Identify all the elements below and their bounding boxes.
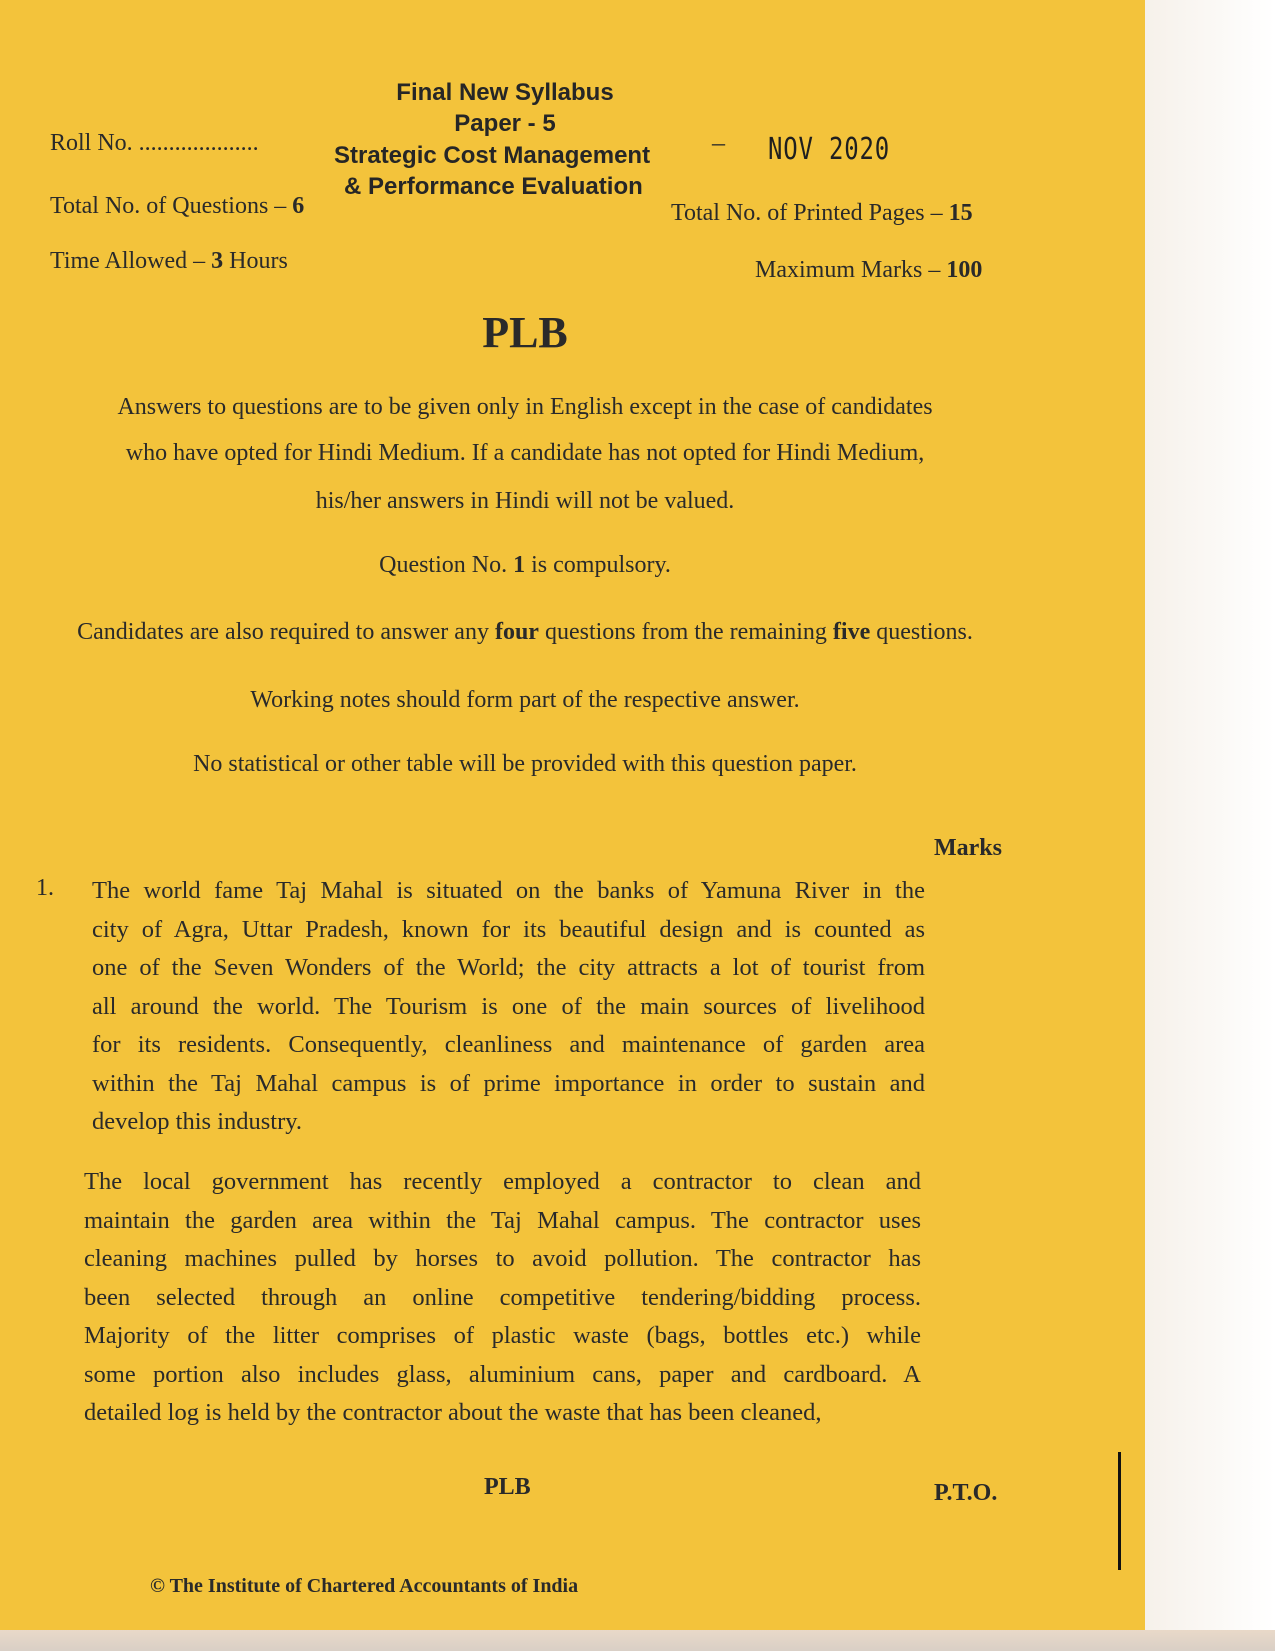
- instruction-no-table: No statistical or other table will be provided with this question paper.: [193, 751, 857, 777]
- printed-pages: [671, 200, 973, 227]
- question-1-line: develop this industry.: [92, 1108, 303, 1135]
- question-1-line: within the Taj Mahal campus is of prime importance in order to sustain and: [92, 1069, 925, 1097]
- total-questions: [50, 193, 304, 220]
- maximum-marks: [755, 257, 982, 284]
- question-1-line: for its residents. Consequently, cleanliness and maintenance of garden area: [92, 1031, 925, 1058]
- question-1-line: cleaning machines pulled by horses to avoid pollution. The contractor has: [84, 1245, 921, 1272]
- printed-pages-value: 15: [948, 200, 973, 226]
- question-1-paragraph-1: [92, 872, 925, 1142]
- footer-paper-code: PLB: [484, 1474, 531, 1500]
- question-1-line: been selected through an online competitive tendering/bidding process.: [84, 1283, 921, 1311]
- time-allowed: [50, 248, 288, 275]
- time-allowed-value: 3: [211, 248, 224, 274]
- choice-text-mid: questions from the remaining: [538, 619, 833, 645]
- maximum-marks-label: Maximum Marks –: [755, 257, 947, 283]
- paper-number: Paper - 5: [454, 110, 556, 137]
- scan-margin-line: [1118, 1452, 1121, 1570]
- subject-title-line2: & Performance Evaluation: [344, 173, 643, 200]
- instruction-working-notes: Working notes should form part of the respective answer.: [250, 687, 800, 713]
- compulsory-text-post: is compulsory.: [525, 552, 671, 578]
- marks-column-heading: Marks: [934, 835, 1002, 861]
- exam-date-stamp: NOV 2020: [768, 132, 890, 167]
- instruction-language-line3: his/her answers in Hindi will not be valued.: [315, 488, 735, 514]
- question-1-line: The local government has recently employed a contractor to clean and: [84, 1168, 921, 1195]
- subject-title-line1: Strategic Cost Management: [334, 142, 651, 169]
- scan-edge-bottom: [0, 1630, 1275, 1651]
- question-1-line: one of the Seven Wonders of the World; the city attracts a lot of tourist from: [92, 954, 925, 981]
- question-1-line: some portion also includes glass, aluminium cans, paper and cardboard. A: [84, 1360, 921, 1388]
- maximum-marks-value: 100: [946, 257, 983, 283]
- stamp-dash: –: [712, 128, 725, 157]
- question-1-line: all around the world. The Tourism is one of the main sources of livelihood: [92, 992, 925, 1020]
- time-allowed-unit: Hours: [223, 248, 288, 274]
- choice-text-post: questions.: [870, 619, 973, 645]
- question-1-line: city of Agra, Uttar Pradesh, known for its beautiful design and is counted as: [92, 915, 925, 943]
- footer-pto: P.T.O.: [934, 1480, 998, 1506]
- compulsory-question-number: 1: [513, 552, 526, 578]
- copyright-notice: © The Institute of Chartered Accountants of India: [150, 1575, 579, 1597]
- instruction-compulsory: [50, 552, 1000, 579]
- compulsory-text-pre: Question No.: [379, 552, 514, 578]
- total-questions-value: 6: [292, 193, 305, 219]
- choice-count-four: four: [494, 619, 539, 645]
- choice-count-five: five: [832, 619, 871, 645]
- question-1-line: maintain the garden area within the Taj Mahal campus. The contractor uses: [84, 1206, 921, 1234]
- paper-code-heading: PLB: [482, 308, 568, 357]
- instruction-choice: [30, 619, 1020, 646]
- total-questions-label: Total No. of Questions –: [50, 193, 293, 219]
- question-number: 1.: [36, 875, 54, 901]
- choice-text-pre: Candidates are also required to answer any: [77, 619, 495, 645]
- printed-pages-label: Total No. of Printed Pages –: [671, 200, 949, 226]
- question-1-paragraph-2: [84, 1163, 921, 1433]
- question-1-line: detailed log is held by the contractor about the waste that has been cleaned,: [84, 1399, 822, 1426]
- time-allowed-label: Time Allowed –: [50, 248, 212, 274]
- roll-no-field: Roll No. ....................: [50, 130, 259, 156]
- instruction-language-line1: Answers to questions are to be given only in English except in the case of candidates: [117, 394, 933, 420]
- question-1-line: The world fame Taj Mahal is situated on the banks of Yamuna River in the: [92, 877, 925, 904]
- question-1-line: Majority of the litter comprises of plastic waste (bags, bottles etc.) while: [84, 1322, 921, 1349]
- instruction-language-line2: who have opted for Hindi Medium. If a candidate has not opted for Hindi Medium,: [125, 440, 925, 466]
- scan-edge-right: [1145, 0, 1275, 1651]
- syllabus-title: Final New Syllabus: [396, 79, 614, 106]
